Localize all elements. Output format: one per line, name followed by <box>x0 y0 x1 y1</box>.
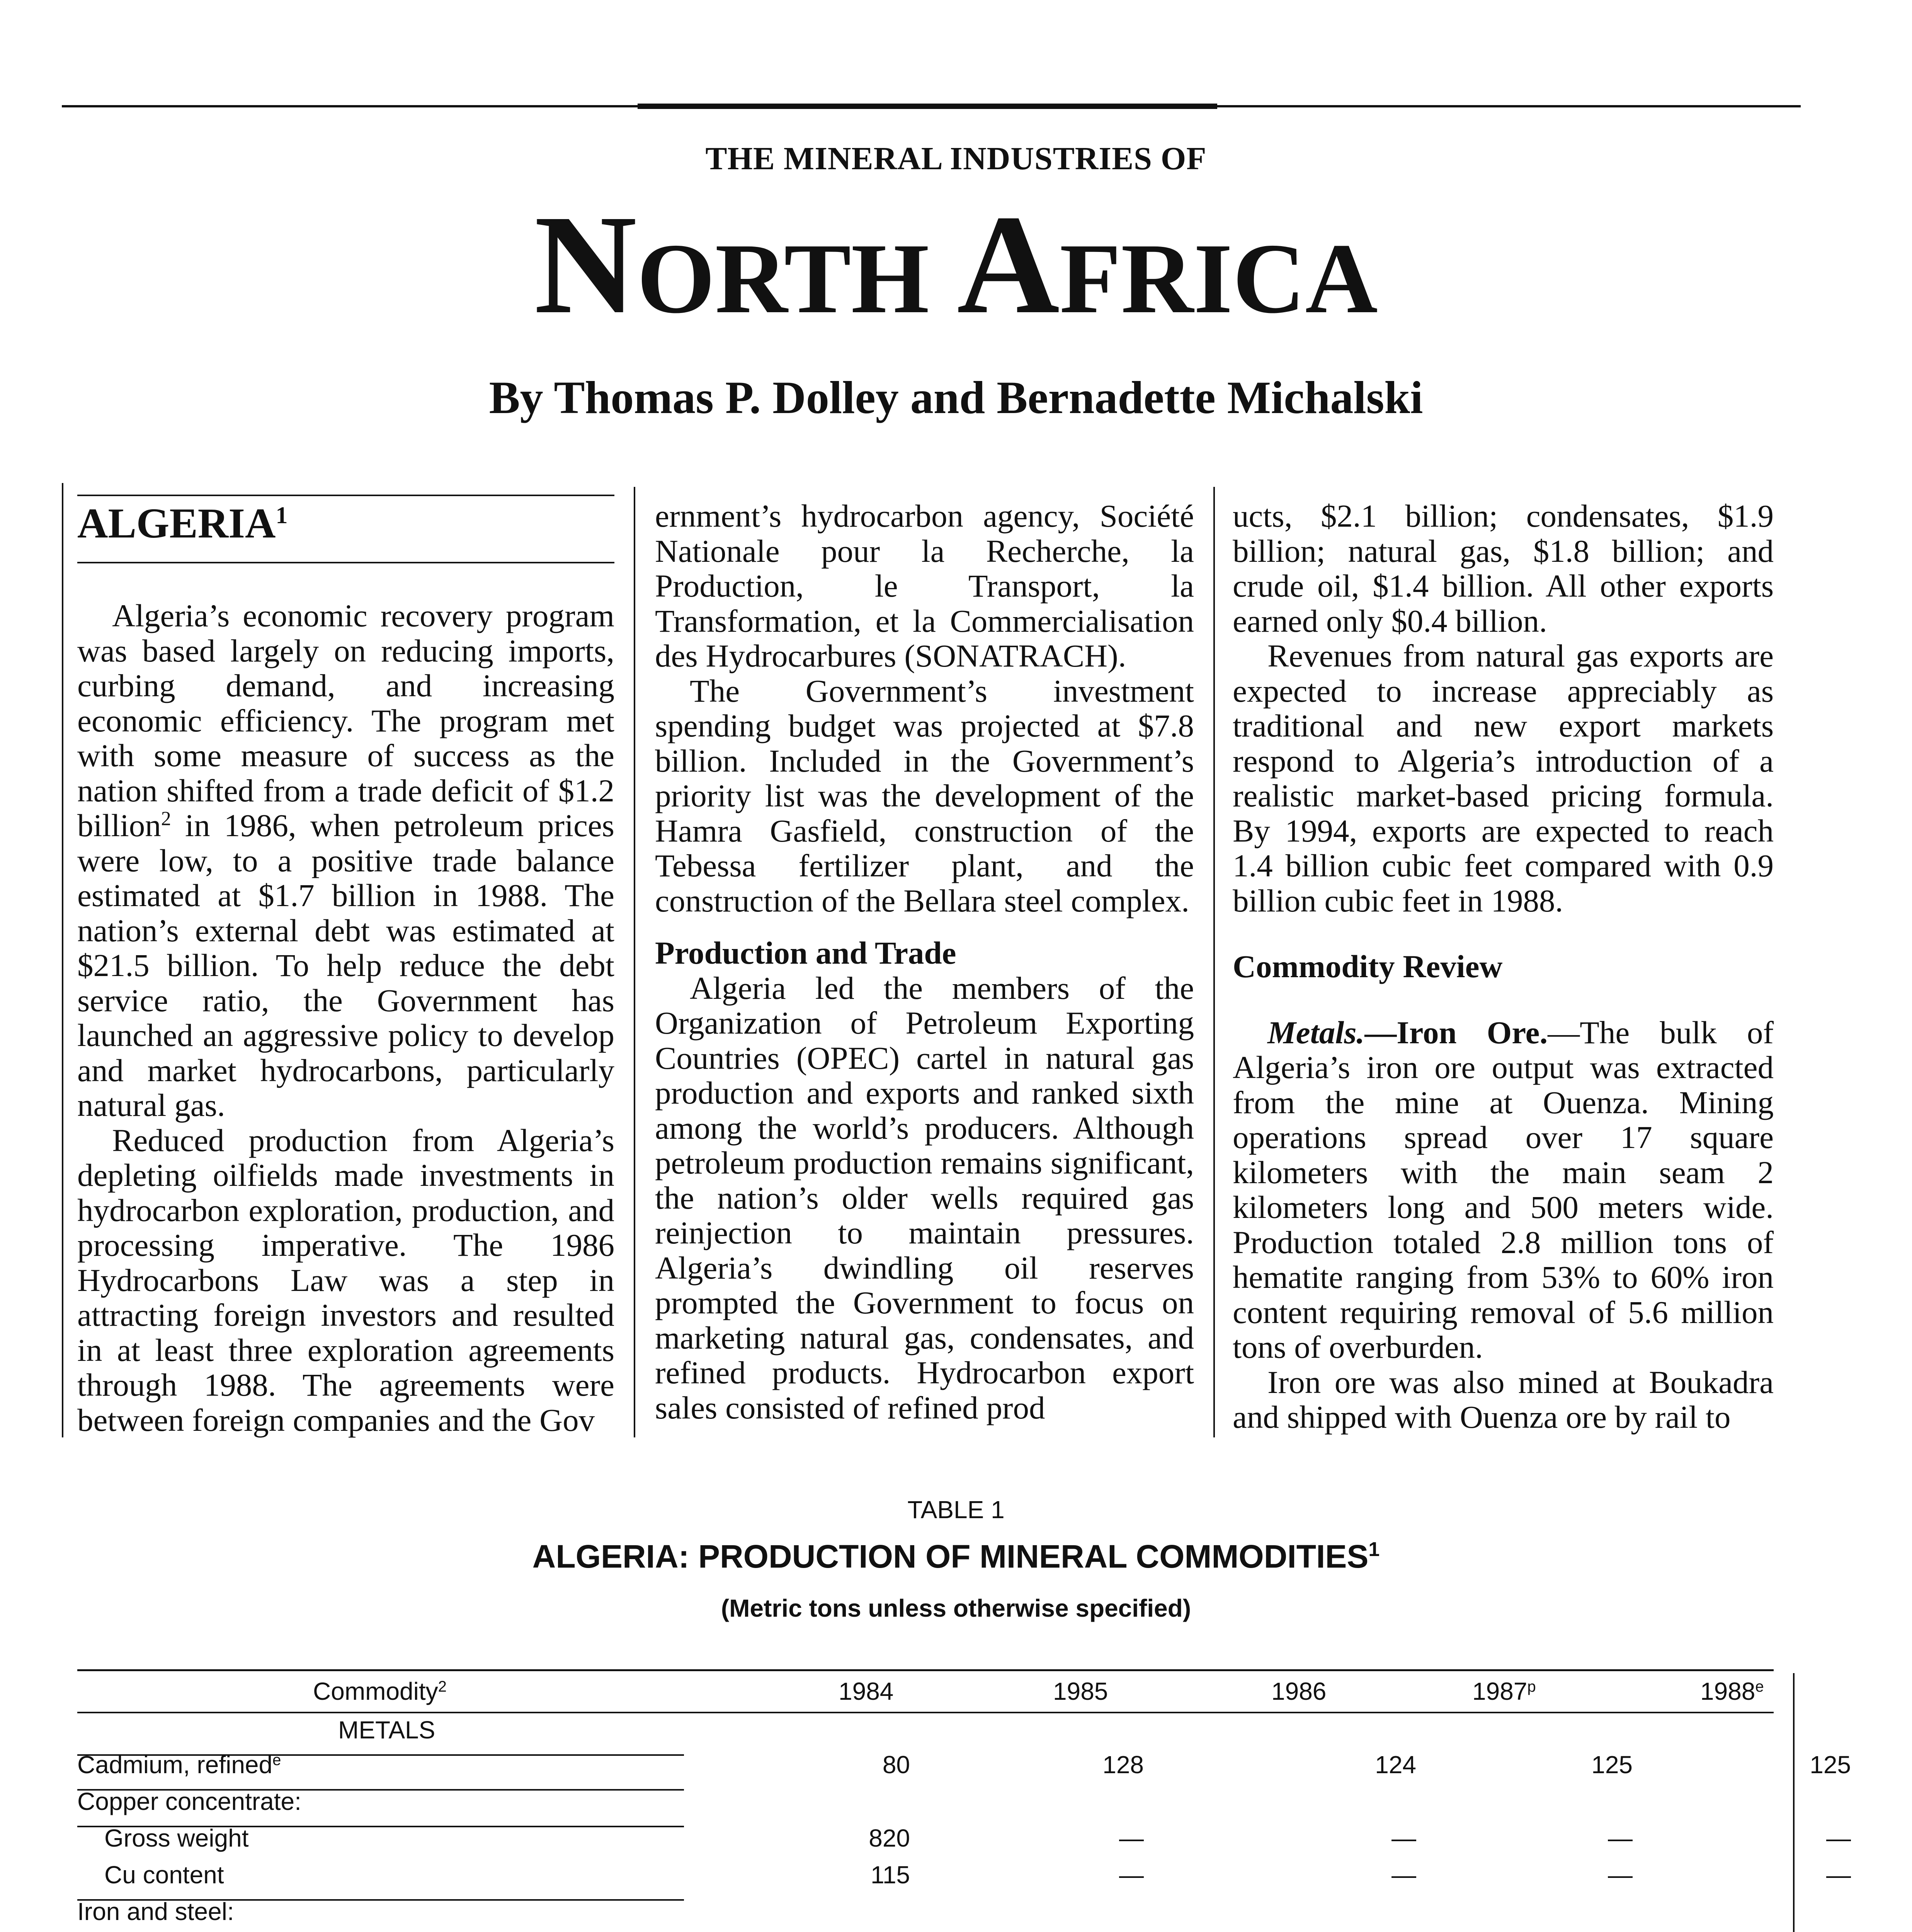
cell-1988: — <box>1826 1824 1851 1852</box>
column-divider-1 <box>634 487 635 1437</box>
cell-1984: 115 <box>870 1861 910 1889</box>
paragraph-1 <box>77 598 614 1123</box>
cell-1987: — <box>1608 1861 1633 1889</box>
table-title-text: ALGERIA: PRODUCTION OF MINERAL COMMODITIES <box>532 1538 1369 1575</box>
column-rule-left <box>62 483 63 1437</box>
header-year-1988 <box>1700 1677 1764 1706</box>
cell-1987: — <box>1608 1824 1633 1852</box>
table-row <box>77 1824 1851 1859</box>
title-letter-a: A <box>957 185 1060 343</box>
row-label <box>77 1750 281 1779</box>
paragraph-2-continued: ernment’s hydrocarbon agency, Société Nationale pour la Recherche, la Production, le Transport, la Transformation, et la Commercialisation des Hydrocarbures (SONATRACH). <box>655 498 1194 673</box>
header-commodity-footnote-mark: 2 <box>438 1678 447 1695</box>
header-year-1986 <box>1271 1677 1326 1706</box>
iron-ore-runin: Iron Ore. <box>1397 1014 1548 1050</box>
title-orth: ORTH <box>637 223 929 334</box>
page-title <box>0 185 1912 343</box>
row-label-text: Cadmium, refined <box>77 1751 273 1779</box>
subheading-production-trade: Production and Trade <box>655 935 956 971</box>
column-divider-2 <box>1213 487 1215 1437</box>
cell-1988: — <box>1826 1861 1851 1889</box>
header-year-mark: e <box>1755 1678 1764 1695</box>
table-top-rule <box>77 1669 1774 1671</box>
paragraph-1-part-b: in 1986, when petroleum prices were low, to a positive trade balance estimated at $1.7 billion in 1988. The nation’s external debt was estimated at $21.5 billion. To help reduce the debt service ratio, the Government has launched an aggressive policy to develop and market hydrocarbons, particularly natural gas. <box>77 808 614 1123</box>
header-year-1984 <box>839 1677 893 1706</box>
row-label <box>104 1824 248 1852</box>
row-label-text: Copper concentrate: <box>77 1787 301 1815</box>
paragraph-7: Iron ore was also mined at Boukadra and shipped with Ouenza ore by rail to <box>1233 1364 1774 1435</box>
section-heading-text: ALGERIA <box>77 500 276 547</box>
cell-1985: 128 <box>1102 1751 1144 1779</box>
title-kicker: THE MINERAL INDUSTRIES OF <box>705 141 1207 177</box>
header-year-text: 1984 <box>839 1677 894 1705</box>
byline: By Thomas P. Dolley and Bernadette Michalski <box>489 372 1423 423</box>
cell-1987: 125 <box>1591 1751 1633 1779</box>
table-row <box>77 1897 1774 1932</box>
paragraph-1-part-a: Algeria’s economic recovery program was based largely on reducing imports, curbing demand, and increasing economic efficiency. The program met with some measure of success as the nation shifted from a trade deficit of $1.2 billion <box>77 598 614 843</box>
table-row <box>77 1861 1851 1895</box>
cell-1986: — <box>1391 1861 1416 1889</box>
paragraph-1-footnote-mark: 2 <box>161 808 171 830</box>
table-title <box>0 1538 1912 1575</box>
paragraph-2: Reduced production from Algeria’s depleting oilfields made investments in hydrocarbon exploration, production, and processing imperative. The 1986 Hydrocarbons Law was a step in attracting foreign investors and resulted in at least three exploration agreements through 1988. The agreements were between foreign companies and the Gov <box>77 1122 614 1438</box>
paragraph-4: Algeria led the members of the Organization of Petroleum Exporting Countries (OPEC) cartel in natural gas production and exports and ranked sixth among the world’s producers. Although petroleum production remains significant, the nation’s older wells required gas reinjection to maintain pressures. Algeria’s dwindling oil reserves prompted the Government to focus on marketing natural gas, condensates, and refined products. Hydrocarbon export sales consisted of refined prod <box>655 970 1194 1425</box>
row-footnote-mark: e <box>272 1752 281 1769</box>
row-label-text: Cu content <box>104 1861 224 1889</box>
table-row <box>77 1750 1851 1785</box>
table-header-rule <box>77 1712 1774 1713</box>
column-1 <box>77 483 614 1437</box>
paragraph-6 <box>1233 1015 1774 1365</box>
header-year-1987 <box>1472 1677 1536 1706</box>
cell-1984: 80 <box>882 1751 910 1779</box>
column-3 <box>1233 498 1774 1435</box>
cell-1986: 124 <box>1375 1751 1416 1779</box>
section-heading-algeria <box>77 495 614 563</box>
cell-1985: — <box>1119 1861 1144 1889</box>
runin-dash: — <box>1364 1014 1397 1050</box>
metals-runin: Metals. <box>1267 1014 1365 1050</box>
row-label <box>77 1787 301 1816</box>
header-year-mark: p <box>1527 1678 1536 1695</box>
cell-1984: 820 <box>869 1824 910 1852</box>
header-commodity-text: Commodity <box>313 1677 438 1705</box>
table-section-metals <box>77 1716 1774 1750</box>
title-letter-n: N <box>534 185 637 343</box>
cell-1986: — <box>1391 1824 1416 1852</box>
cell-1985: — <box>1119 1824 1144 1852</box>
column-2 <box>655 498 1194 1425</box>
paragraph-4-continued: ucts, $2.1 billion; condensates, $1.9 billion; natural gas, $1.8 billion; and crude oil, $1.4 billion. All other exports earned only $0.4 billion. <box>1233 498 1774 639</box>
header-year-text: 1987 <box>1472 1677 1528 1705</box>
row-label <box>77 1897 234 1926</box>
title-frica: FRICA <box>1060 223 1378 334</box>
header-year-text: 1986 <box>1271 1677 1327 1705</box>
section-metals-label: METALS <box>338 1716 435 1744</box>
section-footnote-mark: 1 <box>276 502 288 529</box>
header-year-text: 1985 <box>1053 1677 1108 1705</box>
paragraph-3: The Government’s investment spending budget was projected at $7.8 billion. Included in the Government’s priority list was the development of the Hamra Gasfield, construction of the Tebessa fertilizer plant, and the construction of the Bellara steel complex. <box>655 673 1194 918</box>
header-commodity <box>313 1677 447 1706</box>
table-row <box>77 1787 1774 1822</box>
paragraph-5: Revenues from natural gas exports are expected to increase appreciably as traditional and new export markets respond to Algeria’s introduction of a realistic market-based pricing formula. By 1994, exports are expected to reach 1.4 billion cubic feet compared with 0.9 billion cubic feet in 1988. <box>1233 638 1774 918</box>
header-year-text: 1988 <box>1700 1677 1756 1705</box>
top-rule-accent <box>638 104 1217 109</box>
table-right-rule <box>1793 1673 1795 1932</box>
cell-1988: 125 <box>1810 1751 1851 1779</box>
header-year-1985 <box>1053 1677 1108 1706</box>
table-subtitle: (Metric tons unless otherwise specified) <box>721 1594 1191 1622</box>
row-label-text: Gross weight <box>104 1824 249 1852</box>
row-label-text: Iron and steel: <box>77 1898 234 1925</box>
subheading-commodity-review: Commodity Review <box>1233 949 1503 984</box>
table-label: TABLE 1 <box>907 1496 1005 1524</box>
paragraph-6-text: —The bulk of Algeria’s iron ore output was extracted from the mine at Ouenza. Mining operations spread over 17 square kilometers with the main seam 2 kilometers long and 500 meters wide. Production totaled 2.8 million tons of hematite ranging from 53% to 60% iron content requiring removal of 5.6 million tons of overburden. <box>1233 1014 1774 1365</box>
row-label <box>104 1861 224 1889</box>
table-title-footnote-mark: 1 <box>1368 1538 1380 1561</box>
